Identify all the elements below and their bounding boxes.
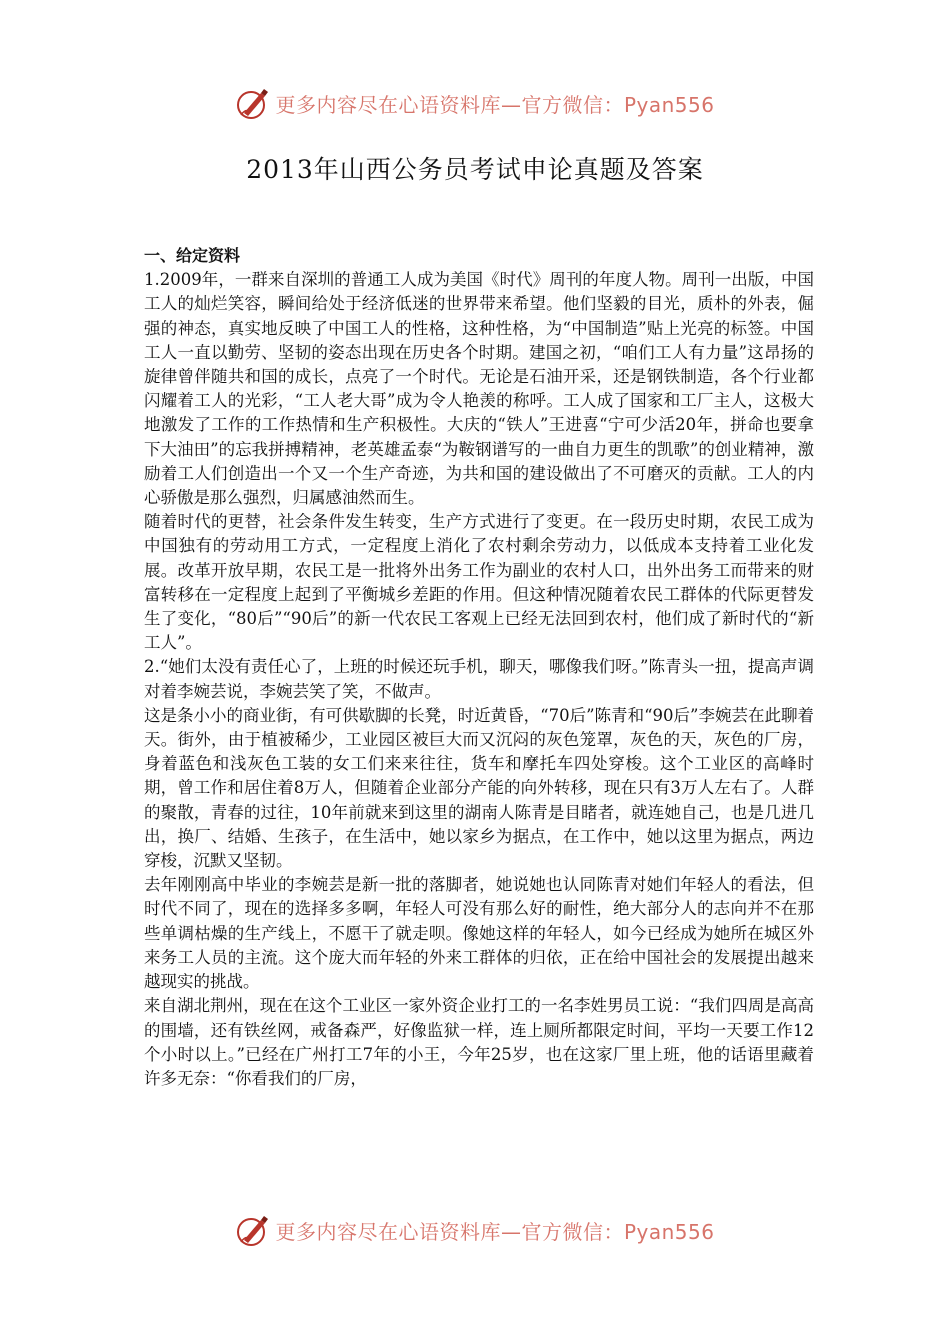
header-banner [0, 83, 950, 123]
paragraph: 来自湖北荆州，现在在这个工业区一家外资企业打工的一名李姓男员工说：“我们四周是高高的围墙，还有铁丝网，戒备森严，好像监狱一样，连上厕所都限定时间，平均一天要工作12个小时以上。”已经在广州打工7年的小王，今年25岁，也在这家厂里上班，他的话语里藏着许多无奈：“你看我们的厂房， [144, 996, 814, 1088]
banner-text: 更多内容尽在心语资料库—官方微信：Pyan556 [275, 92, 715, 117]
section-heading: 一、给定资料 [144, 246, 241, 265]
footer-banner [0, 1210, 950, 1250]
paragraph: 随着时代的更替，社会条件发生转变，生产方式进行了变更。在一段历史时期，农民工成为中国独有的劳动用工方式，一定程度上消化了农村剩余劳动力，以低成本支持着工业化发展。改革开放早期，农民工是一批将外出务工作为副业的农村人口，出外出务工而带来的财富转移在一定程度上起到了平衡城乡差距的作用。但这种情况随着农民工群体的代际更替发生了变化，“80后”“90后”的新一代农民工客观上已经无法回到农村，他们成了新时代的“新工人”。 [144, 512, 814, 653]
pen-logo-icon [235, 1212, 271, 1248]
document-body [144, 244, 814, 1091]
pen-logo-icon [235, 85, 271, 121]
paragraph: 1.2009年，一群来自深圳的普通工人成为美国《时代》周刊的年度人物。周刊一出版，中国工人的灿烂笑容，瞬间给处于经济低迷的世界带来希望。他们坚毅的目光，质朴的外表，倔强的神态，真实地反映了中国工人的性格，这种性格，为“中国制造”贴上光亮的标签。中国工人一直以勤劳、坚韧的姿态出现在历史各个时期。建国之初，“咱们工人有力量”这昂扬的旋律曾伴随共和国的成长，点亮了一个时代。无论是石油开采，还是钢铁制造，各个行业都闪耀着工人的光彩，“工人老大哥”成为令人艳羡的称呼。工人成了国家和工厂主人，这极大地激发了工作的工作热情和生产积极性。大庆的“铁人”王进喜“宁可少活20年，拼命也要拿下大油田”的忘我拼搏精神，老英雄孟泰“为鞍钢谱写的一曲自力更生的凯歌”的创业精神，激励着工人们创造出一个又一个生产奇迹，为共和国的建设做出了不可磨灭的贡献。工人的内心骄傲是那么强烈，归属感油然而生。 [144, 270, 814, 508]
banner-text: 更多内容尽在心语资料库—官方微信：Pyan556 [275, 1219, 715, 1244]
paragraph: 去年刚刚高中毕业的李婉芸是新一批的落脚者，她说她也认同陈青对她们年轻人的看法，但时代不同了，现在的选择多多啊，年轻人可没有那么好的耐性，绝大部分人的志向并不在那些单调枯燥的生产线上，不愿干了就走呗。像她这样的年轻人，如今已经成为她所在城区外来务工人员的主流。这个庞大而年轻的外来工群体的归依，正在给中国社会的发展提出越来越现实的挑战。 [144, 875, 814, 992]
paragraph: 这是条小小的商业街，有可供歇脚的长凳，时近黄昏，“70后”陈青和“90后”李婉芸在此聊着天。街外，由于植被稀少，工业园区被巨大而又沉闷的灰色笼罩，灰色的天，灰色的厂房，身着蓝色和浅灰色工装的女工们来来往往，货车和摩托车四处穿梭。这个工业区的高峰时期，曾工作和居住着8万人，但随着企业部分产能的向外转移，现在只有3万人左右了。人群的聚散，青春的过往，10年前就来到这里的湖南人陈青是目睹者，就连她自己，也是几进几出，换厂、结婚、生孩子，在生活中，她以家乡为据点，在工作中，她以这里为据点，两边穿梭，沉默又坚韧。 [144, 705, 814, 871]
paragraph: 2.“她们太没有责任心了，上班的时候还玩手机，聊天，哪像我们呀。”陈青头一扭，提高声调对着李婉芸说，李婉芸笑了笑，不做声。 [144, 657, 814, 701]
document-title: 2013年山西公务员考试申论真题及答案 [246, 155, 704, 184]
